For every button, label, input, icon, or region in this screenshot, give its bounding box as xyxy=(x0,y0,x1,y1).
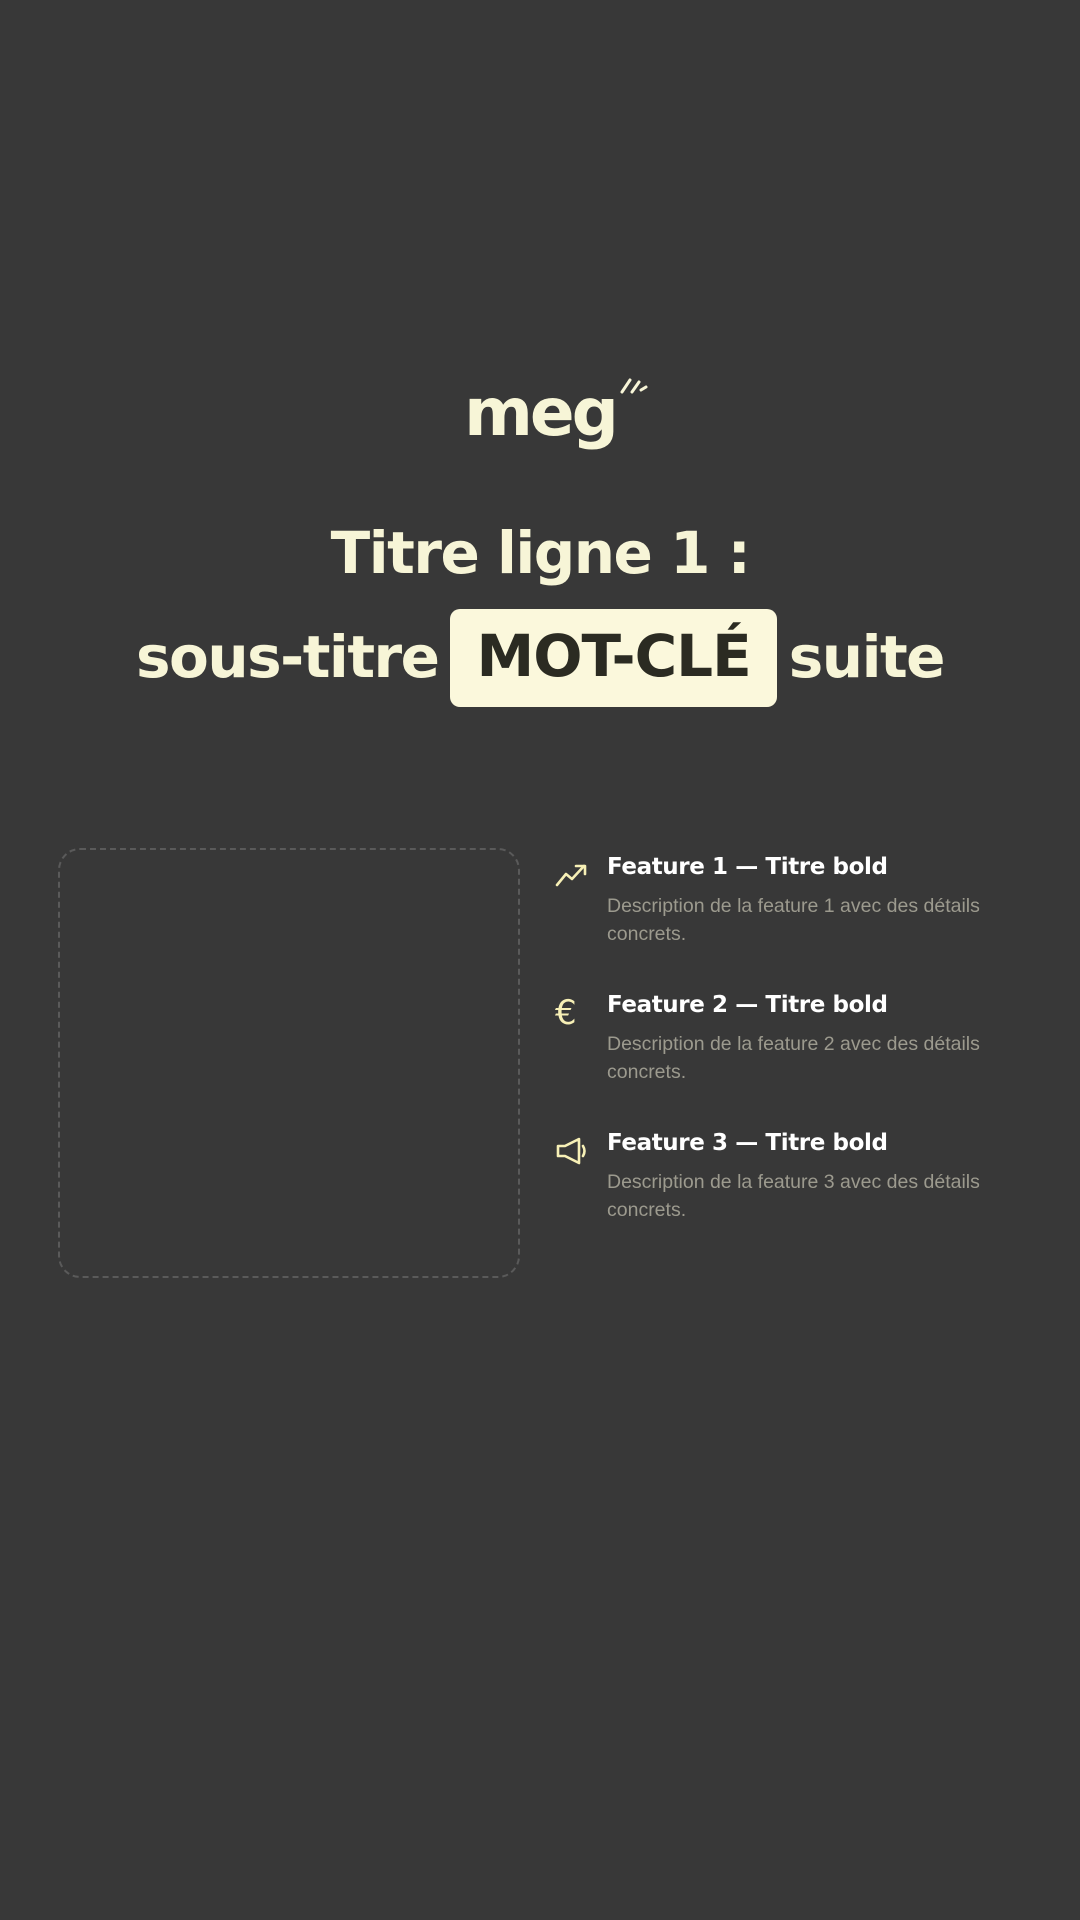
megaphone-icon xyxy=(555,1130,607,1170)
headline-prefix: sous-titre xyxy=(135,623,439,692)
list-item xyxy=(555,992,1055,1086)
headline-suffix: suite xyxy=(788,623,945,692)
logo-wordmark xyxy=(464,374,616,451)
headline-keyword-highlight: MOT-CLÉ xyxy=(450,609,776,707)
feature-title: Feature 2 — Titre bold xyxy=(607,992,888,1019)
logo-text: meg xyxy=(464,374,616,451)
feature-description: Description de la feature 2 avec des détails concrets. xyxy=(607,1032,980,1083)
feature-text xyxy=(607,854,1055,948)
feature-description: Description de la feature 1 avec des détails concrets. xyxy=(607,894,980,945)
headline-line-1: Titre ligne 1 : xyxy=(330,519,750,587)
feature-title: Feature 1 — Titre bold xyxy=(607,854,888,880)
headline-block xyxy=(0,520,1080,707)
spark-icon xyxy=(614,370,650,406)
headline-line-2 xyxy=(0,609,1080,707)
trending-up-icon xyxy=(555,854,607,894)
list-item xyxy=(555,1130,1055,1224)
content-row xyxy=(0,848,1080,1278)
list-item xyxy=(555,854,1055,948)
feature-description: Description de la feature 3 avec des détails concrets. xyxy=(607,1170,980,1222)
brand-logo xyxy=(0,374,1080,451)
feature-title: Feature 3 — Titre bold xyxy=(607,1130,888,1157)
feature-text xyxy=(607,1130,1055,1224)
euro-icon: € xyxy=(555,993,577,1034)
feature-text xyxy=(607,992,1055,1086)
media-placeholder xyxy=(58,848,520,1278)
feature-list xyxy=(555,848,1055,1224)
